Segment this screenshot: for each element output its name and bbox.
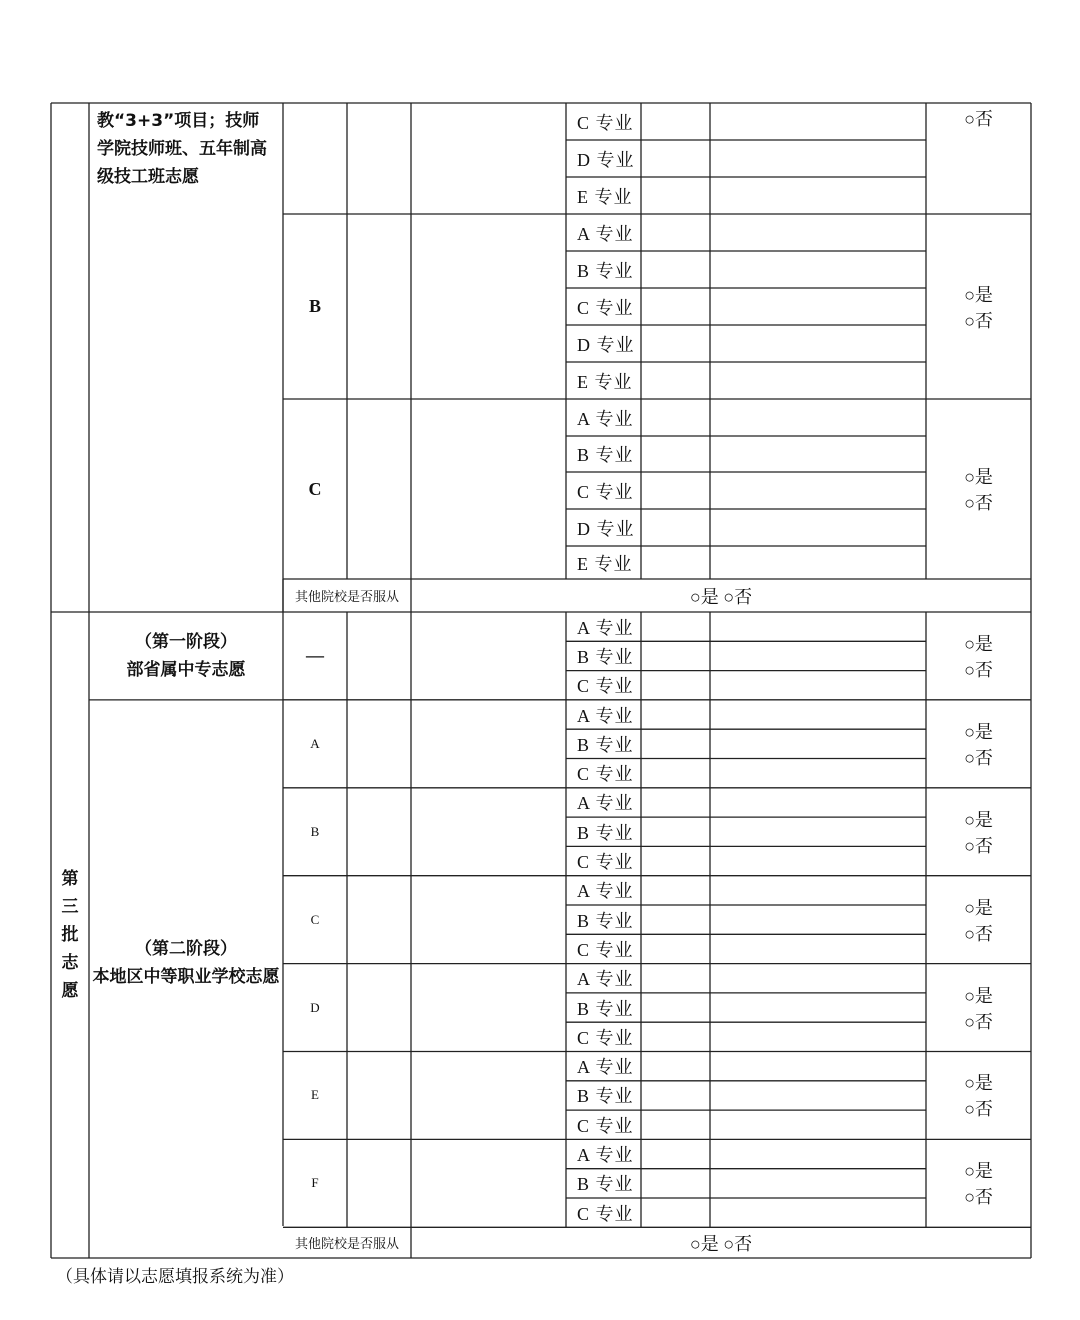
major-name-field[interactable] [710,1110,926,1139]
major-name-field[interactable] [710,788,926,817]
school-number-field[interactable] [347,103,411,214]
school-code-C: C [308,478,322,499]
major-name-field[interactable] [710,1169,926,1198]
major-code-field[interactable] [641,612,710,641]
major-code-field[interactable] [641,436,710,472]
major-code-field[interactable] [641,846,710,875]
stage2-label: （第二阶段） 本地区中等职业学校志愿 [92,938,280,987]
major-name-field[interactable] [710,876,926,905]
major-name-field[interactable] [710,509,926,546]
major-name-field[interactable] [710,103,926,140]
major-label: A 专业 [577,1145,634,1166]
major-label: A 专业 [577,705,634,726]
major-label: B 专业 [577,445,634,465]
major-code-field[interactable] [641,1110,710,1139]
major-label: D 专业 [577,334,635,355]
major-label: C 专业 [577,1203,634,1224]
adjust-options: ○是 ○否 [964,284,993,331]
school-number-field[interactable] [347,788,411,876]
major-code-field[interactable] [641,1198,710,1227]
major-label: A 专业 [577,223,634,244]
major-label: A 专业 [577,617,634,638]
major-name-field[interactable] [710,846,926,875]
major-label: C 专业 [577,112,634,133]
major-label: C 专业 [577,1115,634,1136]
major-code-field[interactable] [641,1081,710,1110]
major-label: E 专业 [577,371,633,392]
major-label: D 专业 [577,149,635,170]
school-number-field[interactable] [347,1139,411,1227]
major-code-field[interactable] [641,788,710,817]
obey-other-options: ○是 ○否 [689,586,753,607]
school-name-field[interactable] [411,964,566,1052]
major-label: A 专业 [577,1057,634,1078]
major-name-field[interactable] [710,288,926,325]
major-label: E 专业 [577,186,633,207]
major-name-field[interactable] [710,362,926,399]
major-name-field[interactable] [710,700,926,729]
major-code-field[interactable] [641,472,710,509]
obey-other-label: 其他院校是否服从 [294,1236,399,1252]
major-code-field[interactable] [641,546,710,579]
major-name-field[interactable] [710,399,926,436]
school-number-field[interactable] [347,399,411,579]
major-label: B 专业 [577,910,634,931]
major-code-field[interactable] [641,325,710,362]
major-code-field[interactable] [641,641,710,670]
school-number-field[interactable] [347,964,411,1052]
third-batch-label: 第 三 批 志 愿 [61,869,79,1001]
major-name-field[interactable] [710,140,926,177]
major-label: A 专业 [577,969,634,990]
major-name-field[interactable] [710,641,926,670]
major-label: A 专业 [577,408,634,429]
major-code-field[interactable] [641,177,710,214]
school-number-field[interactable] [347,612,411,700]
major-code-field[interactable] [641,729,710,758]
school-name-field[interactable] [411,1052,566,1140]
major-label: B 专业 [577,1174,634,1195]
major-code-field[interactable] [641,140,710,177]
major-name-field[interactable] [710,993,926,1022]
school-number-field[interactable] [347,214,411,399]
major-code-field[interactable] [641,103,710,140]
major-name-field[interactable] [710,1081,926,1110]
major-name-field[interactable] [710,472,926,509]
major-name-field[interactable] [710,964,926,993]
major-name-field[interactable] [710,1022,926,1051]
major-label: C 专业 [577,1027,634,1048]
major-name-field[interactable] [710,671,926,700]
major-code-field[interactable] [641,214,710,251]
major-code-field[interactable] [641,399,710,436]
major-name-field[interactable] [710,905,926,934]
major-name-field[interactable] [710,436,926,472]
major-name-field[interactable] [710,817,926,846]
adjust-options: ○是 ○否 [964,1161,993,1208]
major-name-field[interactable] [710,1052,926,1081]
major-code-field[interactable] [641,1022,710,1051]
major-code-field[interactable] [641,993,710,1022]
adjust-options: ○是 ○否 [964,467,993,513]
major-label: A 专业 [577,881,634,902]
school-code-B: B [308,296,321,316]
major-code-field[interactable] [641,509,710,546]
footnote: （具体请以志愿填报系统为准） [56,1267,294,1286]
major-label: B 专业 [577,998,634,1019]
adjust-options: ○是 ○否 [964,985,993,1032]
adjust-option-no: ○否 [964,109,993,129]
school-code-b: B [310,823,320,839]
obey-other-label: 其他院校是否服从 [294,589,399,604]
major-code-field[interactable] [641,1169,710,1198]
school-name-field[interactable] [411,399,566,579]
major-code-field[interactable] [641,934,710,963]
major-label: B 专业 [577,822,634,843]
school-name-field[interactable] [411,788,566,876]
school-code-e: E [311,1087,319,1103]
school-code-a [283,103,347,214]
major-name-field[interactable] [710,612,926,641]
major-code-field[interactable] [641,964,710,993]
major-label: A 专业 [577,793,634,814]
major-name-field[interactable] [710,325,926,362]
major-code-field[interactable] [641,1139,710,1168]
major-code-field[interactable] [641,817,710,846]
major-label: D 专业 [577,518,635,539]
major-code-field[interactable] [641,671,710,700]
major-code-field[interactable] [641,876,710,905]
stage1-label: （第一阶段） 部省属中专志愿 [126,631,246,680]
major-label: C 专业 [577,297,634,318]
adjust-options: ○是 ○否 [964,721,993,768]
major-label: C 专业 [577,764,634,785]
major-label: B 专业 [577,646,634,667]
major-name-field[interactable] [710,546,926,579]
school-name-field[interactable] [411,214,566,399]
school-number-field[interactable] [347,1052,411,1140]
major-code-field[interactable] [641,759,710,788]
major-label: C 专业 [577,939,634,960]
major-label: B 专业 [577,1086,634,1107]
school-code-f: F [311,1175,319,1191]
school-code-c: C [310,911,320,927]
major-code-field[interactable] [641,251,710,288]
major-label: B 专业 [577,260,634,281]
adjust-options: ○是 ○否 [964,809,993,856]
major-label: C 专业 [577,481,634,502]
school-code-a: A [310,735,320,751]
adjust-options: ○是 ○否 [964,1073,993,1120]
school-name-field[interactable] [411,612,566,700]
previous-batch-label: 教“3+3”项目；技师学院技师班、五年制高级技工班志愿 [97,111,267,187]
school-number-field[interactable] [347,700,411,788]
major-code-field[interactable] [641,288,710,325]
major-code-field[interactable] [641,362,710,399]
obey-other-options: ○是 ○否 [689,1233,753,1254]
major-name-field[interactable] [710,729,926,758]
major-code-field[interactable] [641,905,710,934]
major-label: E 专业 [577,553,633,574]
major-code-field[interactable] [641,700,710,729]
school-number-field[interactable] [347,876,411,964]
major-name-field[interactable] [710,214,926,251]
adjust-options: ○是 ○否 [964,897,993,944]
school-name-field[interactable] [411,700,566,788]
school-name-field[interactable] [411,876,566,964]
stage1-dash: — [306,645,324,666]
school-name-field[interactable] [411,1139,566,1227]
major-name-field[interactable] [710,759,926,788]
major-name-field[interactable] [710,934,926,963]
major-name-field[interactable] [710,177,926,214]
major-label: C 专业 [577,676,634,697]
major-name-field[interactable] [710,251,926,288]
major-code-field[interactable] [641,1052,710,1081]
major-label: B 专业 [577,734,634,755]
major-label: C 专业 [577,852,634,873]
school-name-field[interactable] [411,103,566,214]
major-name-field[interactable] [710,1139,926,1168]
major-name-field[interactable] [710,1198,926,1227]
adjust-options: ○是 ○否 [964,633,993,680]
school-code-d: D [310,999,320,1015]
